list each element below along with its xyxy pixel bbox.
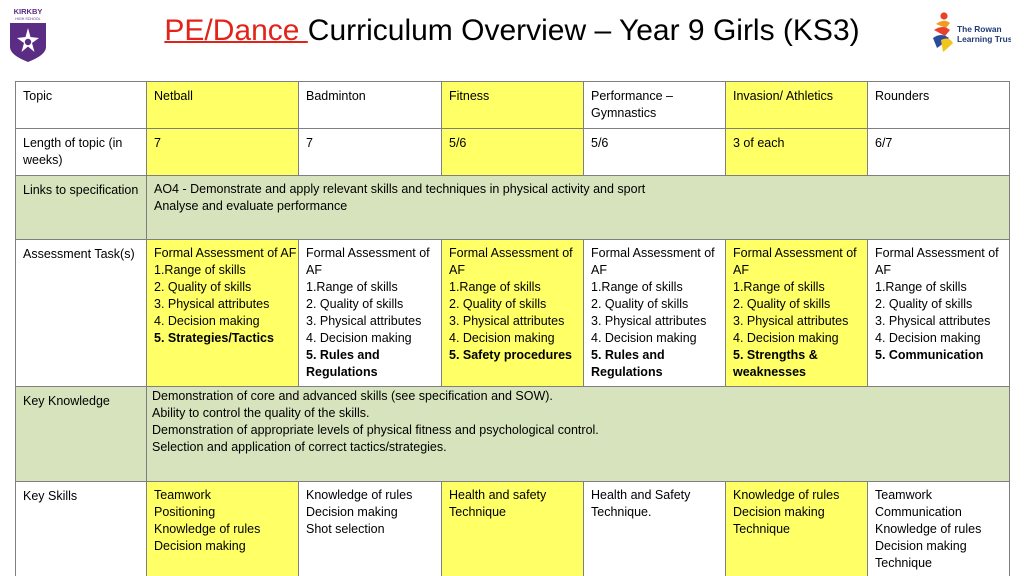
skills-line: Positioning <box>154 505 216 519</box>
assessment-line: 3. Physical attributes <box>591 314 707 328</box>
assessment-line: 3. Physical attributes <box>154 297 270 311</box>
length-cell: 5/6 <box>584 129 726 176</box>
assessment-line: 5. Strengths & <box>733 348 818 362</box>
table-row-length <box>16 129 1010 176</box>
skills-line: Decision making <box>733 505 825 519</box>
table-row-links <box>16 176 1010 240</box>
topic-cell-badminton: Badminton <box>299 82 442 129</box>
row-label-topic: Topic <box>16 82 147 129</box>
assessment-line: 3. Physical attributes <box>875 314 991 328</box>
skills-line: Technique. <box>591 505 652 519</box>
assessment-line: Formal Assessment of <box>733 246 857 260</box>
skills-cell <box>299 482 442 576</box>
topic-cell-invasion-athletics: Invasion/ Athletics <box>726 82 868 129</box>
assessment-line: 1.Range of skills <box>733 280 825 294</box>
topic-cell-netball: Netball <box>147 82 299 129</box>
skills-line: Technique <box>449 505 506 519</box>
assessment-line: Formal Assessment of <box>306 246 430 260</box>
assessment-line: Regulations <box>591 365 663 379</box>
assessment-line: 2. Quality of skills <box>154 280 252 294</box>
skills-line: Knowledge of rules <box>875 522 982 536</box>
assessment-line: 5. Communication <box>875 348 984 362</box>
skills-line: Teamwork <box>875 488 932 502</box>
title-rest: Curriculum Overview – Year 9 Girls (KS3) <box>307 14 860 47</box>
assessment-line: 5. Rules and <box>306 348 380 362</box>
topic-cell-rounders: Rounders <box>868 82 1010 129</box>
row-label-length: Length of topic (in weeks) <box>16 129 147 176</box>
row-label-skills: Key Skills <box>16 482 147 576</box>
skills-cell <box>442 482 584 576</box>
assessment-line: AF <box>449 263 465 277</box>
assessment-cell <box>726 240 868 387</box>
skills-line: Knowledge of rules <box>733 488 840 502</box>
assessment-line: AF <box>875 263 891 277</box>
assessment-line: 2. Quality of skills <box>306 297 404 311</box>
knowledge-line: Demonstration of appropriate levels of physical fitness and psychological control. <box>152 423 599 437</box>
page-title <box>0 13 1024 49</box>
assessment-line: 4. Decision making <box>591 331 697 345</box>
logo-right-line2: Learning Trust <box>957 34 1011 44</box>
links-spec-cell <box>147 176 1010 240</box>
row-label-knowledge: Key Knowledge <box>16 387 147 482</box>
table-row-assessment <box>16 240 1010 387</box>
assessment-line: AF <box>591 263 607 277</box>
table-row-knowledge <box>16 387 1010 482</box>
skills-line: Technique <box>733 522 790 536</box>
assessment-line: AF <box>306 263 322 277</box>
length-cell: 6/7 <box>868 129 1010 176</box>
skills-cell <box>147 482 299 576</box>
assessment-line: 2. Quality of skills <box>591 297 689 311</box>
skills-line: Decision making <box>306 505 398 519</box>
assessment-line: weaknesses <box>733 365 806 379</box>
assessment-line: 4. Decision making <box>154 314 260 328</box>
skills-line: Health and Safety <box>591 488 691 502</box>
assessment-line: 1.Range of skills <box>154 263 246 277</box>
length-cell: 5/6 <box>442 129 584 176</box>
skills-line: Decision making <box>875 539 967 553</box>
assessment-line: 1.Range of skills <box>306 280 398 294</box>
assessment-line: 4. Decision making <box>733 331 839 345</box>
assessment-cell <box>584 240 726 387</box>
assessment-line: 3. Physical attributes <box>449 314 565 328</box>
topic-cell-fitness: Fitness <box>442 82 584 129</box>
assessment-cell <box>299 240 442 387</box>
assessment-cell <box>442 240 584 387</box>
assessment-line: 1.Range of skills <box>875 280 967 294</box>
assessment-line: 2. Quality of skills <box>733 297 831 311</box>
skills-line: Knowledge of rules <box>306 488 413 502</box>
row-label-assessment: Assessment Task(s) <box>16 240 147 387</box>
skills-line: Shot selection <box>306 522 385 536</box>
assessment-line: 5. Rules and <box>591 348 665 362</box>
skills-line: Health and safety <box>449 488 547 502</box>
logo-left-text: KIRKBY <box>13 7 43 16</box>
assessment-line: Formal Assessment of <box>449 246 573 260</box>
assessment-line: 3. Physical attributes <box>306 314 422 328</box>
skills-cell <box>584 482 726 576</box>
curriculum-table <box>15 81 1010 576</box>
knowledge-line: Demonstration of core and advanced skills (see specification and SOW). <box>152 389 553 403</box>
links-line: AO4 - Demonstrate and apply relevant skills and techniques in physical activity and sport <box>154 182 646 196</box>
assessment-line: Formal Assessment of <box>591 246 715 260</box>
assessment-line: Formal Assessment of AF <box>154 246 297 260</box>
assessment-cell <box>147 240 299 387</box>
assessment-line: 1.Range of skills <box>449 280 541 294</box>
skills-line: Knowledge of rules <box>154 522 261 536</box>
assessment-line: 1.Range of skills <box>591 280 683 294</box>
table-row-topic <box>16 82 1010 129</box>
assessment-line: Formal Assessment of <box>875 246 999 260</box>
row-label-links: Links to specification <box>16 176 147 240</box>
assessment-line: 2. Quality of skills <box>449 297 547 311</box>
logo-right-line1: The Rowan <box>957 24 1002 34</box>
assessment-line: 5. Safety procedures <box>449 348 572 362</box>
skills-line: Technique <box>875 556 932 570</box>
knowledge-line: Ability to control the quality of the skills. <box>152 406 370 420</box>
length-cell: 7 <box>147 129 299 176</box>
skills-line: Communication <box>875 505 962 519</box>
logo-left-subtext: HIGH SCHOOL <box>15 17 41 21</box>
assessment-line: 4. Decision making <box>875 331 981 345</box>
assessment-cell <box>868 240 1010 387</box>
skills-cell <box>726 482 868 576</box>
skills-line: Decision making <box>154 539 246 553</box>
topic-cell-gymnastics: Performance – Gymnastics <box>584 82 726 129</box>
links-line: Analyse and evaluate performance <box>154 199 348 213</box>
trust-logo <box>931 10 1011 56</box>
length-cell: 3 of each <box>726 129 868 176</box>
length-cell: 7 <box>299 129 442 176</box>
skills-line: Teamwork <box>154 488 211 502</box>
assessment-line: AF <box>733 263 749 277</box>
knowledge-cell <box>147 387 1010 482</box>
table-row-skills <box>16 482 1010 576</box>
assessment-line: 4. Decision making <box>449 331 555 345</box>
skills-cell <box>868 482 1010 576</box>
assessment-line: 5. Strategies/Tactics <box>154 331 274 345</box>
rowan-figures-icon <box>933 12 953 52</box>
assessment-line: 3. Physical attributes <box>733 314 849 328</box>
knowledge-line: Selection and application of correct tactics/strategies. <box>152 440 447 454</box>
assessment-line: 4. Decision making <box>306 331 412 345</box>
assessment-line: 2. Quality of skills <box>875 297 973 311</box>
title-highlight: PE/Dance <box>164 14 308 47</box>
assessment-line: Regulations <box>306 365 378 379</box>
